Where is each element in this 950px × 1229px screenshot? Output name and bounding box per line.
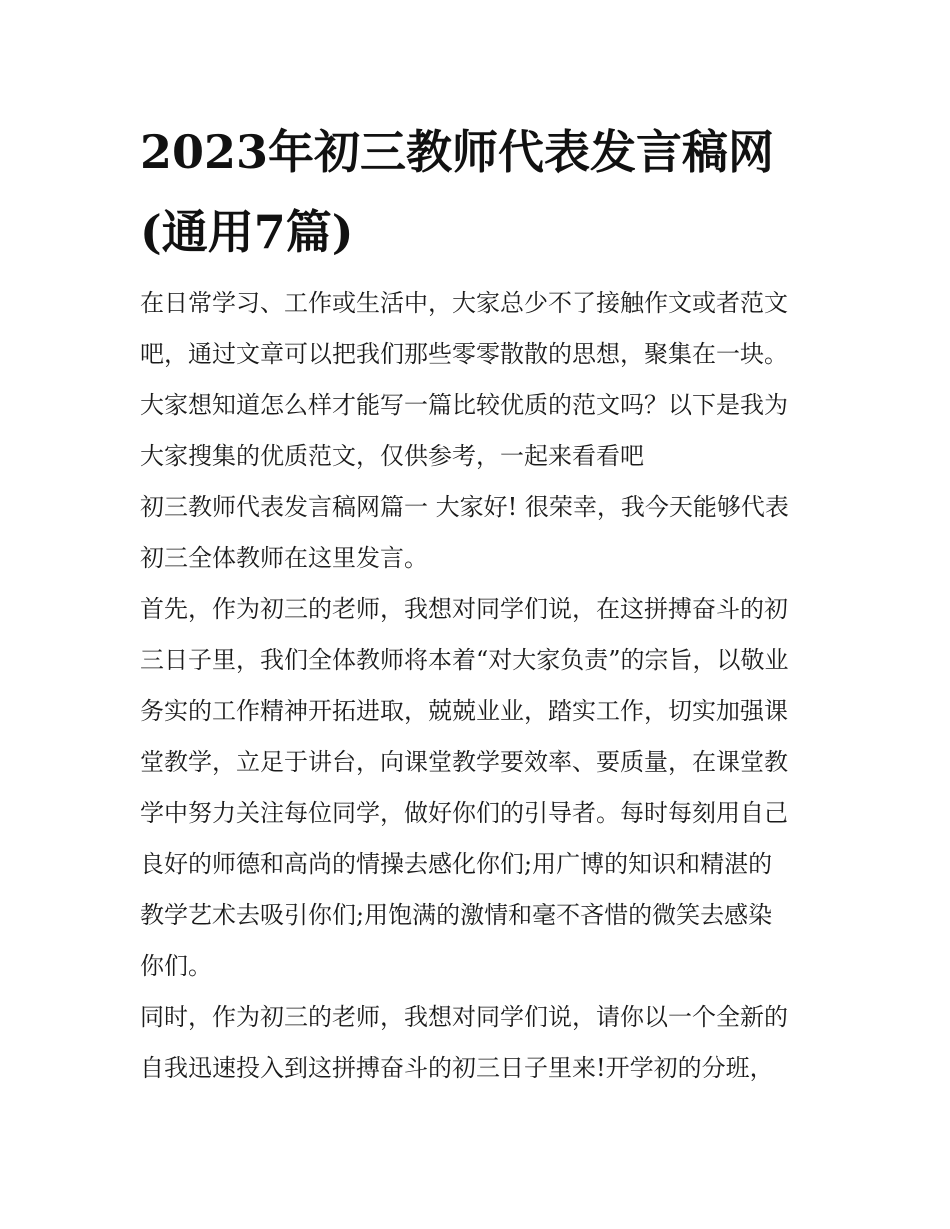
document-title xyxy=(140,112,830,272)
text-line: 同时，作为初三的老师，我想对同学们说，请你以一个全新的 xyxy=(140,1003,788,1031)
text-line: 大家搜集的优质范文，仅供参考，一起来看看吧 xyxy=(140,442,644,470)
text-line: 良好的师德和高尚的情操去感化你们;用广博的知识和精湛的 xyxy=(140,850,773,878)
text-line: 你们。 xyxy=(140,952,212,980)
document-body xyxy=(140,278,820,1094)
text-line: 首先，作为初三的老师，我想对同学们说，在这拼搏奋斗的初 xyxy=(140,595,788,623)
text-line: 堂教学，立足于讲台，向课堂教学要效率、要质量，在课堂教 xyxy=(140,748,788,776)
body-paragraph xyxy=(140,992,820,1094)
title-line: (通用7篇) xyxy=(140,205,354,259)
text-line: 自我迅速投入到这拼搏奋斗的初三日子里来!开学初的分班， xyxy=(140,1054,774,1082)
title-line: 2023年初三教师代表发言稿网 xyxy=(140,125,775,179)
text-line: 三日子里，我们全体教师将本着“对大家负责”的宗旨，以敬业 xyxy=(140,646,789,674)
body-paragraph xyxy=(140,584,820,992)
text-line: 教学艺术去吸引你们;用饱满的激情和毫不吝惜的微笑去感染 xyxy=(140,901,773,929)
greeting-paragraph xyxy=(140,482,820,584)
text-line: 学中努力关注每位同学，做好你们的引导者。每时每刻用自己 xyxy=(140,799,788,827)
text-line: 吧，通过文章可以把我们那些零零散散的思想，聚集在一块。 xyxy=(140,340,788,368)
text-line: 大家想知道怎么样才能写一篇比较优质的范文吗？以下是我为 xyxy=(140,391,788,419)
text-line: 初三教师代表发言稿网篇一 大家好! 很荣幸，我今天能够代表 xyxy=(140,493,789,521)
text-line: 在日常学习、工作或生活中，大家总少不了接触作文或者范文 xyxy=(140,289,788,317)
text-line: 初三全体教师在这里发言。 xyxy=(140,544,428,572)
intro-paragraph xyxy=(140,278,820,482)
text-line: 务实的工作精神开拓进取，兢兢业业，踏实工作，切实加强课 xyxy=(140,697,788,725)
